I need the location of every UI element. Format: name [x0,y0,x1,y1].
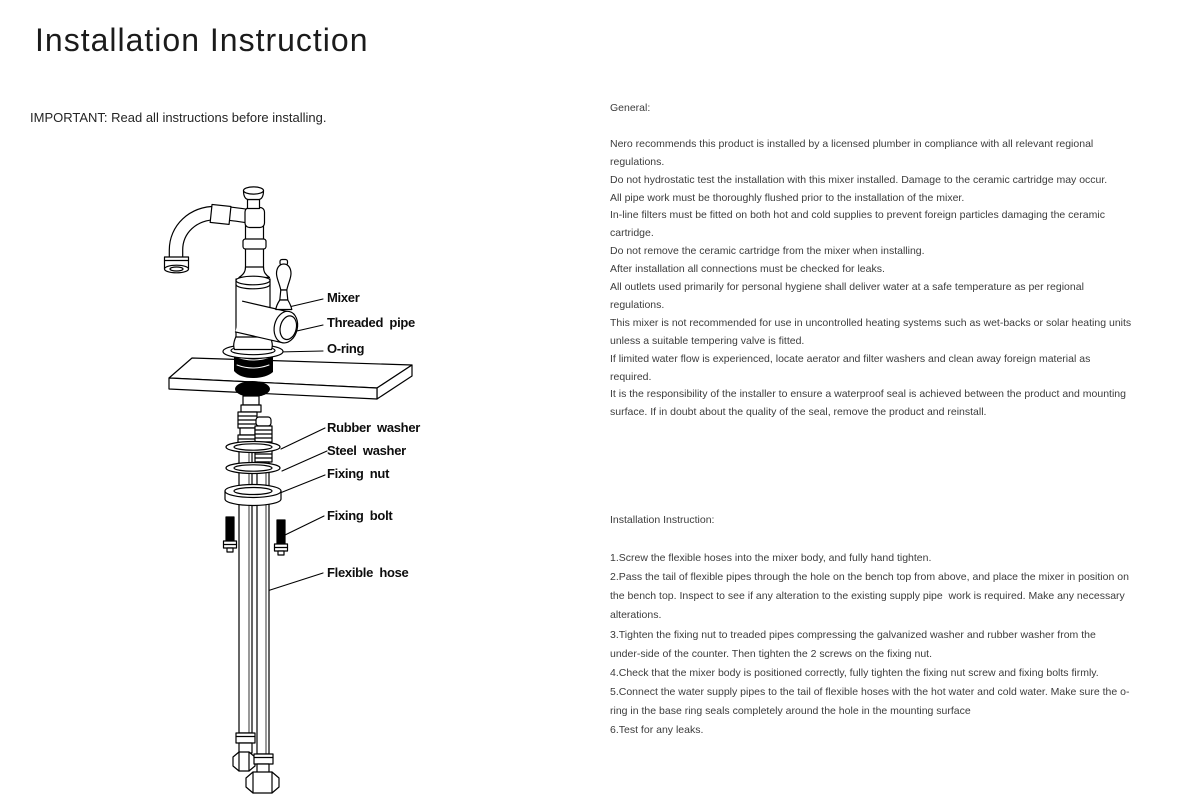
general-line: regulations. [610,298,665,311]
installation-step-line: under-side of the counter. Then tighten the 2 screws on the fixing nut. [610,647,933,660]
general-section [610,100,1177,422]
label-mixer: Mixer [327,290,360,305]
hose-connector-left [233,733,255,771]
general-line: It is the responsibility of the installer to ensure a waterproof seal is achieved between the product and mounting [610,388,1126,401]
label-threaded-pipe: Threaded pipe [327,315,415,330]
general-line: All outlets used primarily for personal hygiene shall deliver water at a safe temperature as per regional [610,281,1084,294]
general-line: Do not remove the ceramic cartridge from the mixer when installing. [610,245,925,258]
handle-lever [276,260,292,310]
installation-step-line: 5.Connect the water supply pipes to the tail of flexible hoses with the hot water and cold water. Make sure the o- [610,685,1130,698]
installation-step-line: 1.Screw the flexible hoses into the mixer body, and fully hand tighten. [610,552,932,565]
general-line: After installation all connections must be checked for leaks. [610,263,885,276]
leader-steel-washer [282,451,327,471]
threaded-pipe-right [255,417,272,462]
general-line: unless a suitable tempering valve is fitted. [610,334,805,347]
installation-heading: Installation Instruction: [610,514,715,526]
installation-step-line: 6.Test for any leaks. [610,724,704,737]
fixing-bolt-left [224,517,237,552]
installation-step-line: 4.Check that the mixer body is positioned correctly, fully tighten the fixing nut screw and fixing bolts firmly. [610,666,1099,679]
label-rubber-washer: Rubber washer [327,420,421,435]
leader-o-ring [278,351,323,352]
general-line: In-line filters must be fitted on both hot and cold supplies to prevent foreign particles damaging the ceramic [610,209,1105,222]
label-o-ring: O-ring [327,341,365,356]
general-line: This mixer is not recommended for use in uncontrolled heating systems such as wet-backs or solar heating units [610,316,1132,329]
leader-rubber-washer [281,428,325,449]
label-flexible-hose: Flexible hose [327,565,409,580]
faucet-exploded-diagram [40,180,500,808]
general-line: Nero recommends this product is installed by a licensed plumber in compliance with all relevant regional [610,137,1094,150]
general-heading: General: [610,102,651,114]
installation-step-line: ring in the base ring seals completely around the hole in the mounting surface [610,704,971,717]
general-line: regulations. [610,155,665,168]
installation-step-line: 2.Pass the tail of flexible pipes through the hole on the bench top from above, and place the mixer in position on [610,571,1129,584]
general-line: required. [610,370,652,383]
fixing-bolt-right [275,520,288,555]
installation-steps-section [610,511,1177,740]
steel-washer [226,463,280,474]
spout [165,205,254,273]
mixer-art [165,187,301,378]
leader-flexible-hose [264,573,323,592]
label-steel-washer: Steel washer [327,443,406,458]
installation-diagram [40,180,500,808]
general-line: cartridge. [610,227,654,240]
label-fixing-bolt: Fixing bolt [327,508,393,523]
label-fixing-nut: Fixing nut [327,466,390,481]
fixing-nut [225,485,281,506]
installation-step-line: alterations. [610,609,662,622]
general-line: If limited water flow is experienced, locate aerator and filter washers and clean away foreign material as [610,352,1091,365]
leader-fixing-nut [280,475,325,493]
important-note: IMPORTANT: Read all instructions before installing. [30,110,327,125]
installation-step-line: 3.Tighten the fixing nut to treaded pipes compressing the galvanized washer and rubber washer from the [610,628,1096,641]
general-line: Do not hydrostatic test the installation with this mixer installed. Damage to the ceramic cartridge may occur. [610,173,1108,186]
general-line: surface. If in doubt about the quality of the seal, remove the product and reinstall. [610,406,987,419]
counter-slab [169,358,412,399]
page-title: Installation Instruction [35,22,369,58]
rubber-washer [226,442,280,453]
general-line: All pipe work must be thoroughly flushed prior to the installation of the mixer. [610,191,965,204]
leader-fixing-bolt [285,516,324,535]
installation-step-line: the bench top. Inspect to see if any alteration to the existing supply pipe work is required. Make any necessary [610,590,1125,603]
